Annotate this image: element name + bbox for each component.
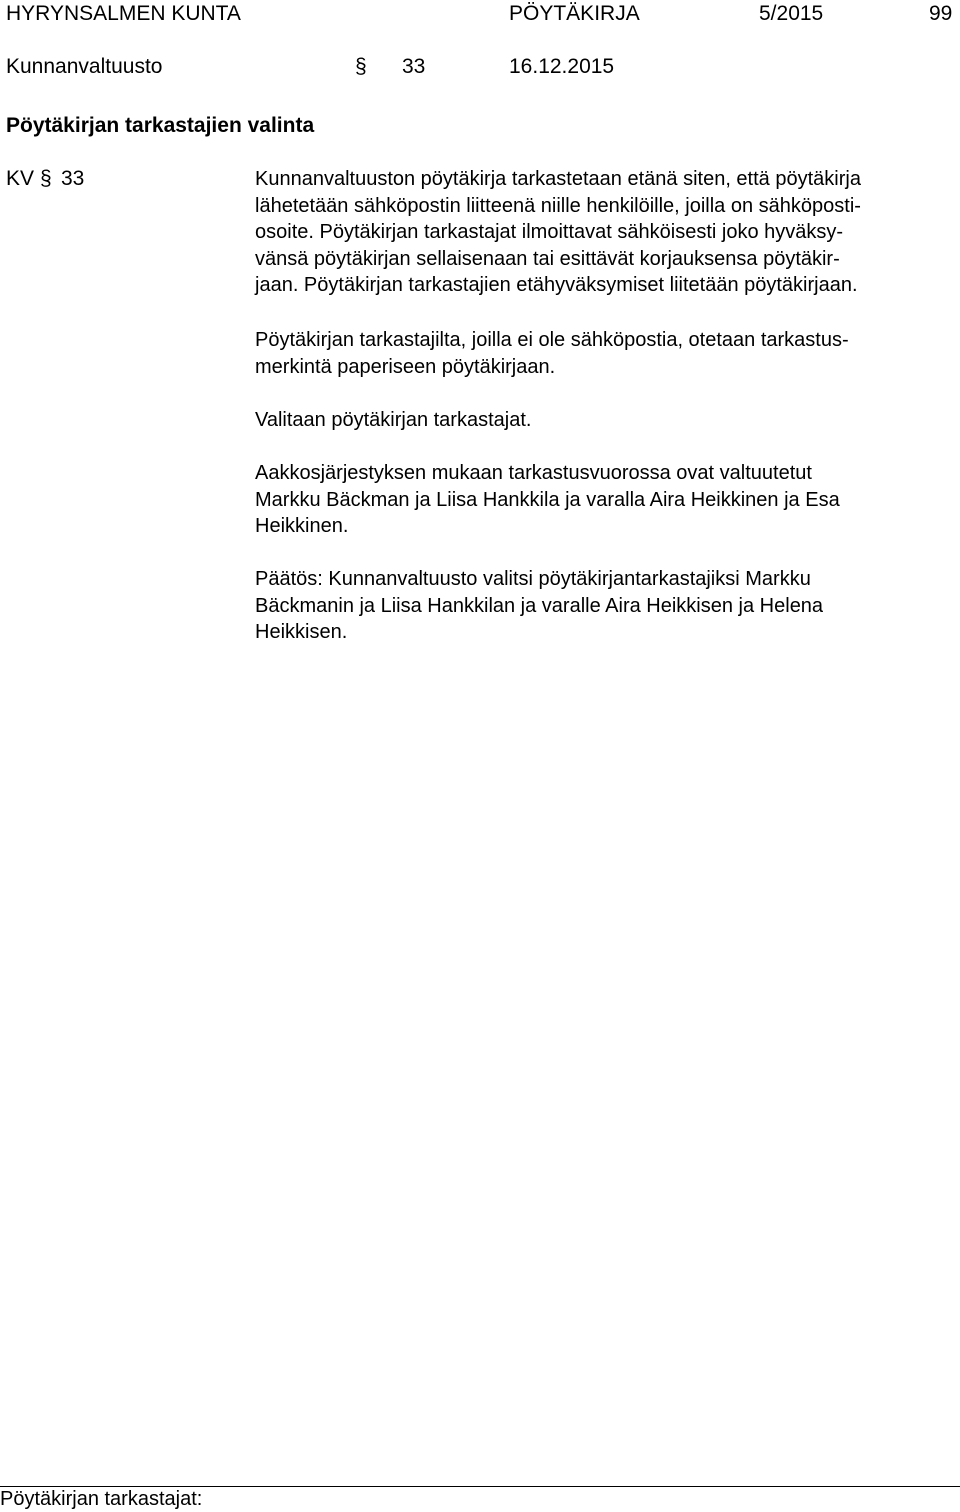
paragraph-line: lähetetään sähköpostin liitteenä niille henkilöille, joilla on sähköposti-: [255, 194, 861, 217]
paragraph-line: osoite. Pöytäkirjan tarkastajat ilmoittavat sähköisesti joko hyväksy-: [255, 221, 844, 244]
meeting-date: 16.12.2015: [509, 55, 615, 78]
item-ref-symbol: §: [40, 167, 52, 190]
body-name: Kunnanvaltuusto: [6, 55, 163, 78]
paragraph-no-email: [255, 327, 955, 380]
document-number: 5/2015: [759, 2, 824, 25]
paragraph-line: Bäckmanin ja Liisa Hankkilan ja varalle Aira Heikkisen ja Helena: [255, 594, 824, 617]
paragraph-line: Aakkosjärjestyksen mukaan tarkastusvuorossa ovat valtuutetut: [255, 462, 812, 484]
paragraph-line: Päätös: Kunnanvaltuusto valitsi pöytäkirjantarkastajiksi Markku: [255, 568, 811, 590]
paragraph-rotation: [255, 460, 955, 540]
item-ref-number: 33: [61, 167, 85, 190]
paragraph-remote-review: [255, 166, 955, 299]
document-type: PÖYTÄKIRJA: [509, 2, 640, 25]
paragraph-line: merkintä paperiseen pöytäkirjaan.: [255, 355, 556, 378]
paragraph-line: vänsä pöytäkirjan sellaisenaan tai esittävät korjauksensa pöytäkir-: [255, 247, 840, 270]
footer-label: Pöytäkirjan tarkastajat:: [0, 1488, 203, 1510]
paragraph-line: Pöytäkirjan tarkastajilta, joilla ei ole sähköpostia, otetaan tarkastus-: [255, 329, 849, 351]
page-number: 99: [929, 2, 953, 25]
paragraph-line: jaan. Pöytäkirjan tarkastajien etähyväksymiset liitetään pöytäkirjaan.: [255, 274, 858, 297]
item-title: Pöytäkirjan tarkastajien valinta: [6, 114, 315, 137]
item-ref-prefix: KV: [6, 167, 35, 190]
paragraph-line: Heikkinen.: [255, 515, 349, 538]
municipality-name: HYRYNSALMEN KUNTA: [6, 2, 241, 25]
paragraph-line: Markku Bäckman ja Liisa Hankkila ja varalla Aira Heikkinen ja Esa: [255, 488, 840, 511]
section-number: 33: [402, 55, 426, 78]
paragraph-line: Valitaan pöytäkirjan tarkastajat.: [255, 409, 532, 431]
paragraph-decision: [255, 566, 955, 646]
paragraph-line: Kunnanvaltuuston pöytäkirja tarkastetaan etänä siten, että pöytäkirja: [255, 168, 861, 190]
section-symbol: §: [355, 55, 367, 78]
paragraph-proposal: [255, 407, 955, 434]
paragraph-line: Heikkisen.: [255, 621, 348, 644]
